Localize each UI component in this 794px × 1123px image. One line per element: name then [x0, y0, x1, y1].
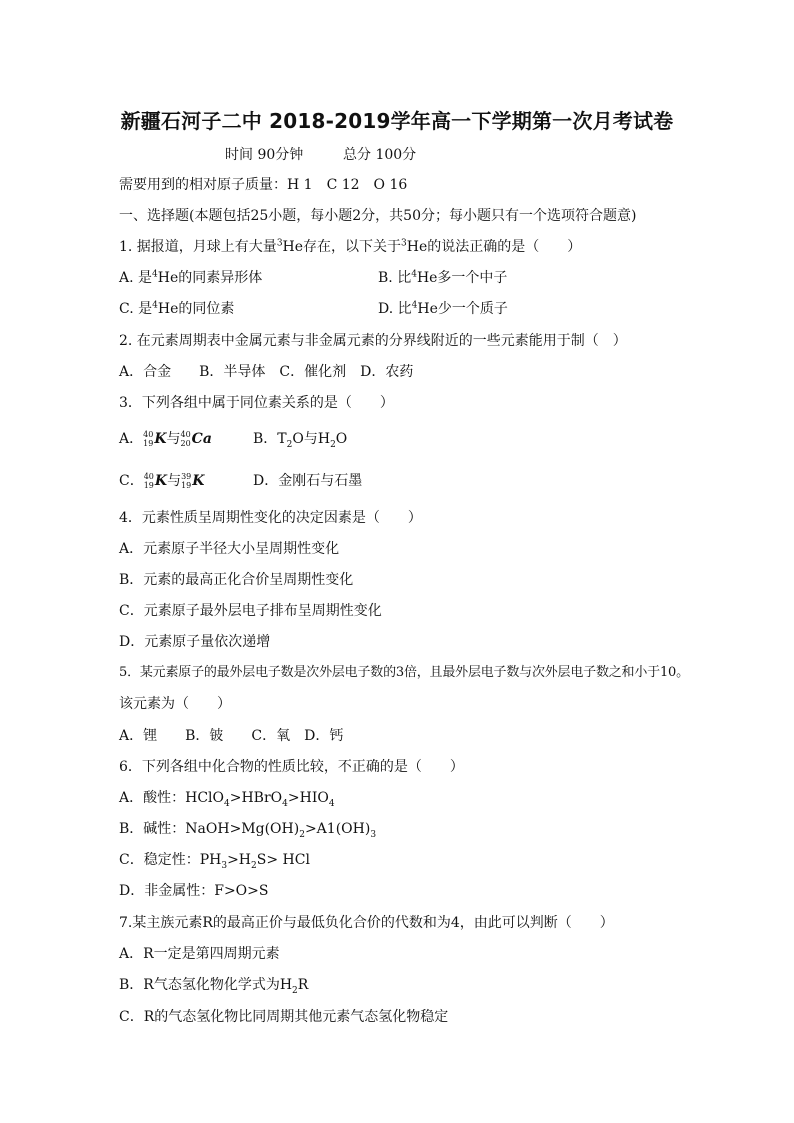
question-4-option-b: B．元素的最高正化合价呈周期性变化	[119, 572, 354, 588]
question-1-stem: 1. 据报道，月球上有大量$^3$He存在，以下关于$^3$He的说法正确的是（ ）	[119, 238, 582, 255]
question-1-option-d: D. 比$^4$He少一个质子	[378, 300, 508, 317]
question-3-stem: 3．下列各组中属于同位素关系的是（ ）	[119, 395, 394, 411]
question-6-option-d: D．非金属性：F>O>S	[119, 883, 269, 899]
nuclide-ca-40: 40 20 Ca	[180, 430, 212, 448]
question-7-stem: 7.某主族元素R的最高正价与最低负化合价的代数和为4，由此可以判断（ ）	[119, 915, 614, 931]
question-7-option-a: A．R一定是第四周期元素	[119, 946, 280, 962]
exam-title: 新疆石河子二中 2018-2019学年高一下学期第一次月考试卷	[120, 109, 674, 133]
question-7-option-c: C．R的气态氢化物比同周期其他元素气态氢化物稳定	[119, 1009, 449, 1025]
question-6-stem: 6．下列各组中化合物的性质比较，不正确的是（ ）	[119, 759, 464, 775]
question-5-options: A．锂 B．铍 C．氧 D．钙	[119, 728, 344, 744]
question-3-option-b: B．$T_2O$与$H_2O$	[253, 431, 348, 450]
question-4-option-c: C．元素原子最外层电子排布呈周期性变化	[119, 603, 382, 619]
nuclide-k-39: 39 19 K	[181, 472, 205, 490]
section-heading: 一、选择题(本题包括25小题，每小题2分，共50分；每小题只有一个选项符合题意)	[119, 208, 637, 224]
question-6-option-b: B．碱性：$NaOH>Mg(OH)_2>A1(OH)_3$	[119, 821, 377, 840]
question-7-option-b: B．R气态氢化物化学式为$H_2R$	[119, 977, 309, 996]
question-4-option-a: A．元素原子半径大小呈周期性变化	[119, 541, 340, 557]
exam-total-score: 总分 100分	[343, 147, 417, 163]
question-3-option-c: C． 40 19 K与 39 19 K	[119, 472, 205, 490]
question-1-option-c: C. 是$^4$He的同位素	[119, 300, 235, 317]
nuclide-k-40: 40 19 K	[143, 472, 168, 490]
question-4-option-d: D．元素原子量依次递增	[119, 634, 271, 650]
question-5-stem-cont: 该元素为（ ）	[119, 696, 231, 712]
atomic-mass-note: 需要用到的相对原子质量：H 1 C 12 O 16	[119, 177, 408, 193]
exam-time: 时间 90分钟	[225, 147, 304, 163]
question-3-option-a: A． 40 19 K与 40 20 Ca	[119, 430, 212, 448]
question-6-option-a: A．酸性：$HClO_4>HBrO_4>HIO_4$	[119, 790, 335, 809]
nuclide-k-40: 40 19 K	[143, 430, 167, 448]
question-1-option-a: A. 是$^4$He的同素异形体	[119, 269, 263, 286]
question-3-option-d: D．金刚石与石墨	[253, 473, 363, 489]
question-2-options: A．合金 B．半导体 C．催化剂 D．农药	[119, 364, 414, 380]
question-4-stem: 4．元素性质呈周期性变化的决定因素是（ ）	[119, 510, 422, 526]
question-1-option-b: B. 比$^4$He多一个中子	[378, 269, 508, 286]
question-2-stem: 2. 在元素周期表中金属元素与非金属元素的分界线附近的一些元素能用于制（ ）	[119, 333, 627, 349]
question-6-option-c: C．稳定性：$PH_3>H_2S>$ HCl	[119, 852, 310, 871]
question-5-stem: 5．某元素原子的最外层电子数是次外层电子数的3倍，且最外层电子数与次外层电子数之和小于10。	[119, 665, 689, 680]
